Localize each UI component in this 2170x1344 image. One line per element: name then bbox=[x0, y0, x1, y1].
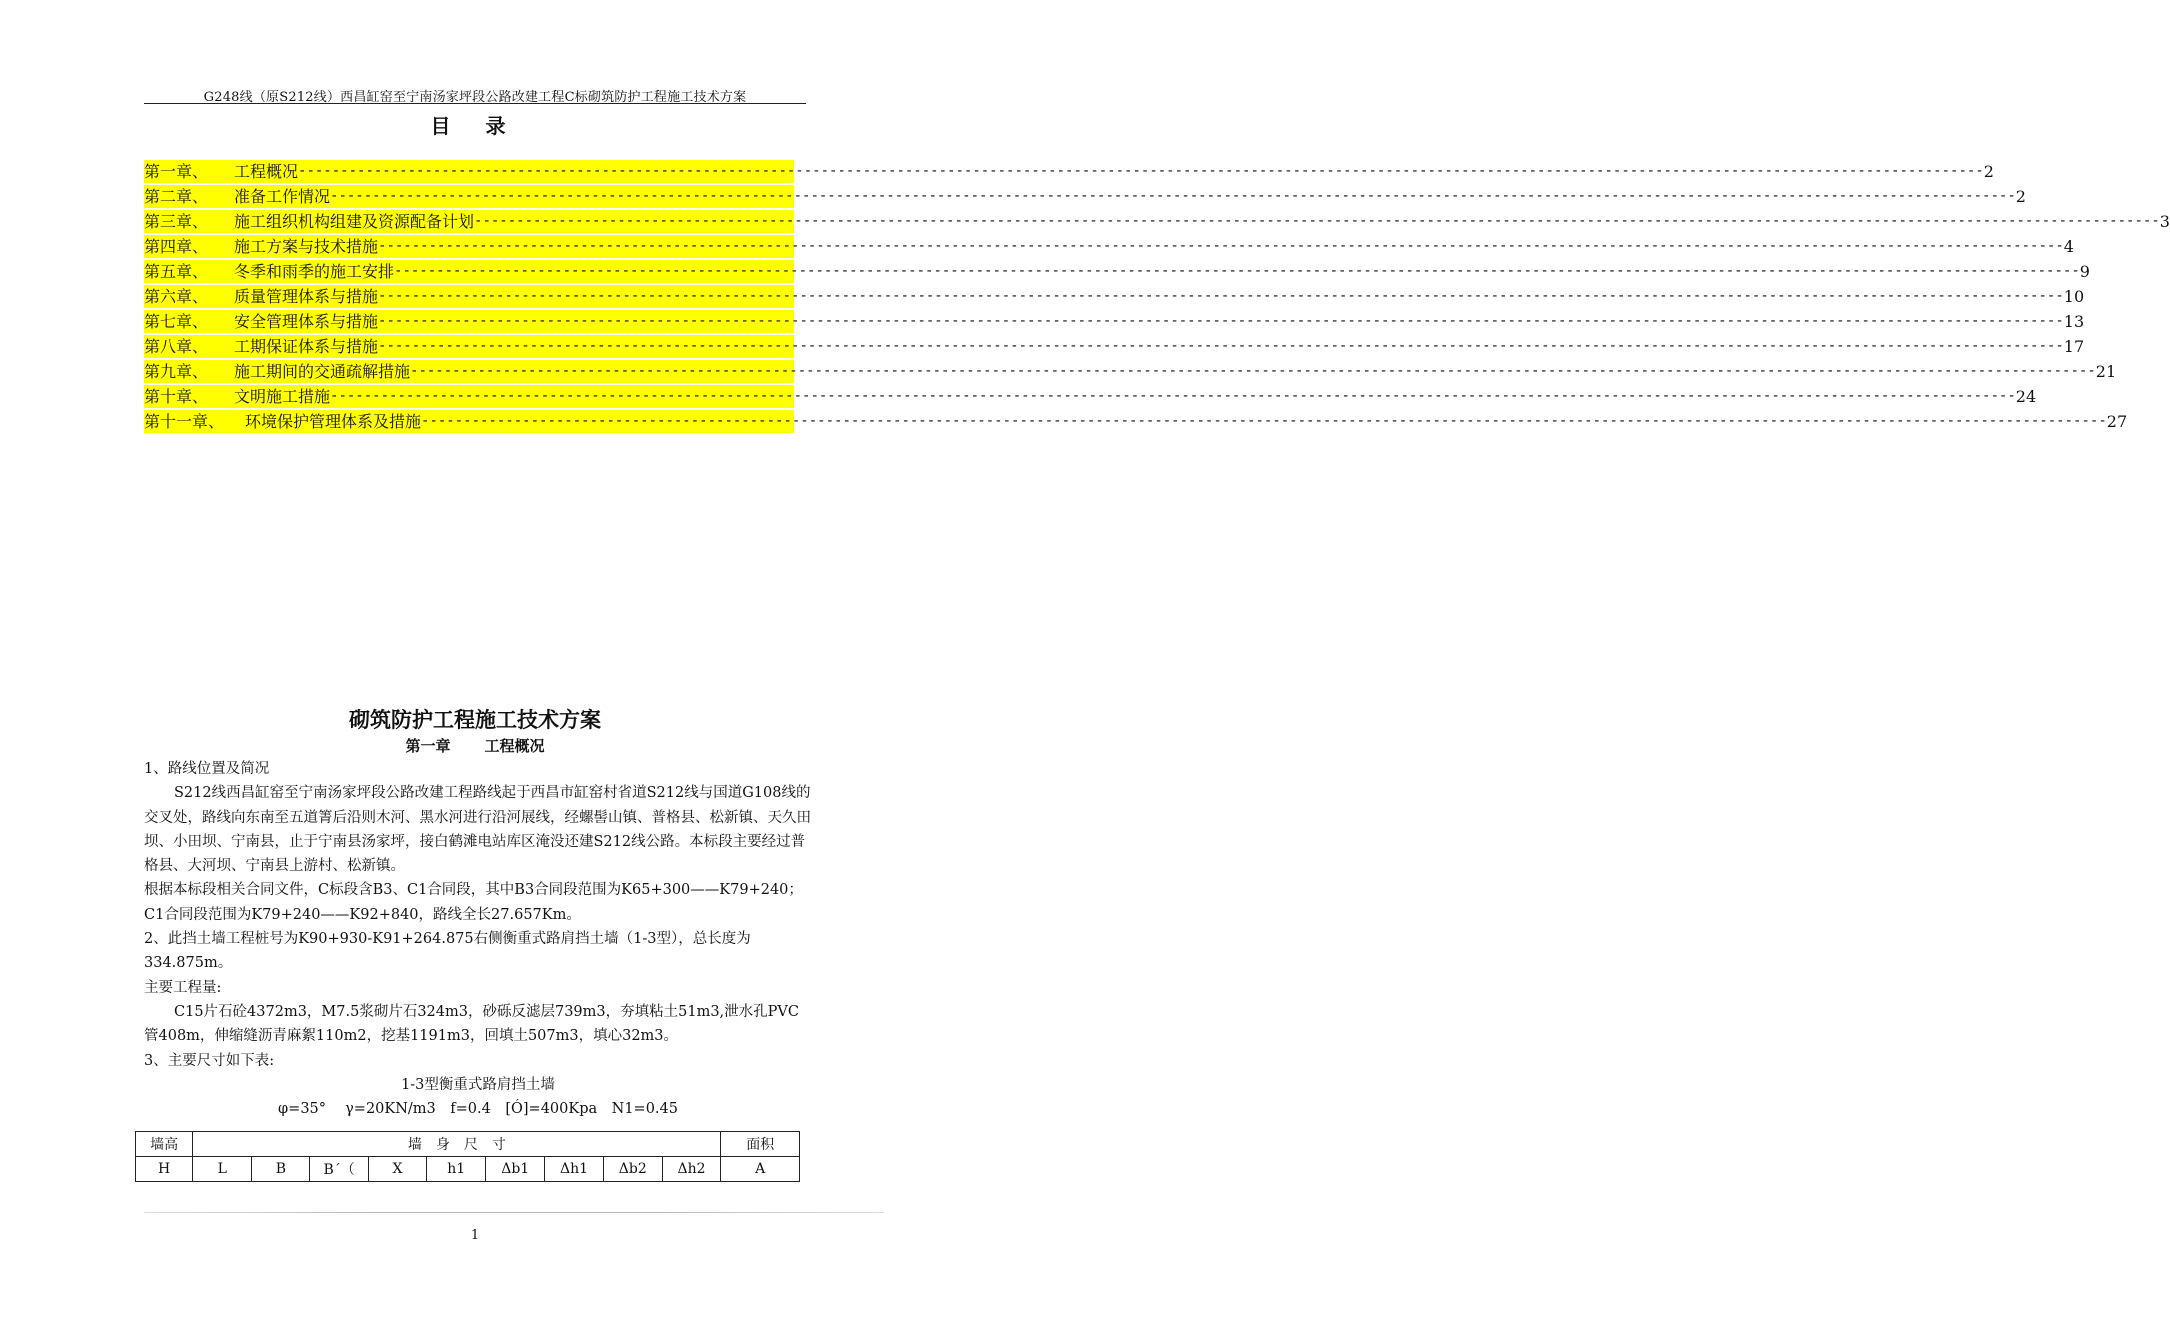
toc-page-number: 13 bbox=[2063, 312, 2085, 331]
table-cell: Δh1 bbox=[545, 1157, 604, 1182]
toc-leader: -------------------------------------------------------------------------------------------------------------------------------------------------------------------------------------------------------- bbox=[394, 263, 2080, 279]
table-cell: B bbox=[252, 1157, 310, 1182]
toc-leader: -------------------------------------------------------------------------------------------------------------------------------------------------------------------------------------------------------- bbox=[378, 288, 2064, 304]
toc-entry-title: 准备工作情况 bbox=[234, 187, 331, 206]
table-of-contents bbox=[144, 160, 2170, 435]
dimension-table bbox=[135, 1131, 800, 1182]
chapter-label: 第一章 bbox=[405, 737, 451, 755]
toc-entry[interactable] bbox=[144, 360, 2117, 383]
table-row bbox=[136, 1132, 800, 1157]
toc-chapter: 第七章、 bbox=[144, 312, 209, 331]
page-header: G248线（原S212线）西昌缸窑至宁南汤家坪段公路改建工程C标砌筑防护工程施工技术方案 bbox=[203, 90, 747, 105]
toc-entry[interactable] bbox=[144, 160, 1994, 183]
table-cell: X bbox=[368, 1157, 426, 1182]
toc-leader: -------------------------------------------------------------------------------------------------------------------------------------------------------------------------------------------------------- bbox=[378, 238, 2064, 254]
toc-chapter: 第九章、 bbox=[144, 362, 209, 381]
section2-text: 2、此挡土墙工程桩号为K90+930-K91+264.875右侧衡重式路肩挡土墙（1-3型），总长度为334.875m。 bbox=[144, 931, 751, 972]
toc-entry-title: 工期保证体系与措施 bbox=[234, 337, 379, 356]
toc-entry-title: 冬季和雨季的施工安排 bbox=[234, 262, 395, 281]
toc-chapter: 第三章、 bbox=[144, 212, 209, 231]
toc-leader: -------------------------------------------------------------------------------------------------------------------------------------------------------------------------------------------------------- bbox=[330, 188, 2016, 204]
header-cell-wall-dims: 墙 身 尺 寸 bbox=[193, 1132, 721, 1157]
toc-leader: -------------------------------------------------------------------------------------------------------------------------------------------------------------------------------------------------------- bbox=[378, 338, 2064, 354]
toc-entry[interactable] bbox=[144, 335, 2085, 358]
table-cell: A bbox=[721, 1157, 800, 1182]
toc-page-number: 4 bbox=[2063, 237, 2074, 256]
body-text bbox=[144, 757, 812, 1121]
toc-chapter: 第六章、 bbox=[144, 287, 209, 306]
table-row bbox=[136, 1157, 800, 1182]
toc-leader: -------------------------------------------------------------------------------------------------------------------------------------------------------------------------------------------------------- bbox=[330, 388, 2016, 404]
toc-leader: -------------------------------------------------------------------------------------------------------------------------------------------------------------------------------------------------------- bbox=[410, 363, 2096, 379]
quantities-heading: 主要工程量: bbox=[144, 979, 222, 996]
toc-entry-title: 质量管理体系与措施 bbox=[234, 287, 379, 306]
toc-chapter: 第四章、 bbox=[144, 237, 209, 256]
toc-entry[interactable] bbox=[144, 410, 2128, 433]
toc-page-number: 10 bbox=[2063, 287, 2085, 306]
chapter-title: 工程概况 bbox=[484, 737, 545, 755]
page-number: 1 bbox=[470, 1228, 480, 1243]
toc-entry[interactable] bbox=[144, 260, 2090, 283]
contract-scope: 根据本标段相关合同文件，C标段含B3、C1合同段，其中B3合同段范围为K65+300——K79+240；C1合同段范围为K79+240——K92+840，路线全长27.657Km。 bbox=[144, 882, 803, 923]
table-cell: L bbox=[193, 1157, 252, 1182]
footer-rule bbox=[144, 1212, 884, 1213]
toc-entry[interactable] bbox=[144, 285, 2085, 308]
section3-heading: 3、主要尺寸如下表: bbox=[144, 1052, 275, 1069]
toc-chapter: 第一章、 bbox=[144, 162, 209, 181]
header-rule bbox=[144, 103, 806, 104]
toc-entry-title: 施工组织机构组建及资源配备计划 bbox=[234, 212, 475, 231]
toc-entry-title: 文明施工措施 bbox=[234, 387, 331, 406]
toc-leader: -------------------------------------------------------------------------------------------------------------------------------------------------------------------------------------------------------- bbox=[474, 213, 2160, 229]
table-cell: H bbox=[136, 1157, 193, 1182]
quantities-text: C15片石砼4372m3，M7.5浆砌片石324m3，砂砾反滤层739m3，夯填粘土51m3,泄水孔PVC管408m，伸缩缝沥青麻絮110m2，挖基1191m3，回填土507m3，填心32m3。 bbox=[144, 1003, 799, 1045]
section1-heading: 1、路线位置及简况 bbox=[144, 761, 270, 777]
table-caption: 1-3型衡重式路肩挡土墙 bbox=[401, 1076, 555, 1093]
toc-leader: -------------------------------------------------------------------------------------------------------------------------------------------------------------------------------------------------------- bbox=[421, 413, 2107, 429]
toc-leader: -------------------------------------------------------------------------------------------------------------------------------------------------------------------------------------------------------- bbox=[298, 163, 1984, 179]
table-cell: Δb1 bbox=[486, 1157, 545, 1182]
toc-leader: -------------------------------------------------------------------------------------------------------------------------------------------------------------------------------------------------------- bbox=[378, 313, 2064, 329]
toc-page-number: 24 bbox=[2015, 387, 2037, 406]
toc-entry-title: 环境保护管理体系及措施 bbox=[245, 412, 422, 431]
toc-chapter: 第十一章、 bbox=[144, 412, 225, 431]
toc-page-number: 2 bbox=[1983, 162, 1994, 181]
toc-entry[interactable] bbox=[144, 210, 2170, 233]
toc-title: 目 录 bbox=[430, 114, 520, 138]
toc-chapter: 第十章、 bbox=[144, 387, 209, 406]
toc-chapter: 第五章、 bbox=[144, 262, 209, 281]
toc-page-number: 3 bbox=[2159, 212, 2170, 231]
toc-entry[interactable] bbox=[144, 385, 2037, 408]
header-cell-wall-height: 墙高 bbox=[136, 1132, 193, 1157]
toc-entry[interactable] bbox=[144, 235, 2074, 258]
toc-page-number: 9 bbox=[2079, 262, 2090, 281]
toc-entry-title: 工程概况 bbox=[234, 162, 299, 181]
header-cell-area: 面积 bbox=[721, 1132, 800, 1157]
toc-chapter: 第二章、 bbox=[144, 187, 209, 206]
table-cell: Δb2 bbox=[603, 1157, 662, 1182]
document-title: 砌筑防护工程施工技术方案 bbox=[349, 707, 601, 732]
table-params: φ=35° γ=20KN/m3 f=0.4 [Ó]=400Kpa N1=0.45 bbox=[278, 1101, 678, 1118]
toc-page-number: 21 bbox=[2095, 362, 2117, 381]
toc-entry[interactable] bbox=[144, 185, 2026, 208]
table-cell: Δh2 bbox=[662, 1157, 721, 1182]
toc-entry-title: 施工方案与技术措施 bbox=[234, 237, 379, 256]
toc-entry-title: 施工期间的交通疏解措施 bbox=[234, 362, 411, 381]
toc-page-number: 17 bbox=[2063, 337, 2085, 356]
table-cell: B´（ bbox=[310, 1157, 369, 1182]
toc-chapter: 第八章、 bbox=[144, 337, 209, 356]
toc-entry-title: 安全管理体系与措施 bbox=[234, 312, 379, 331]
route-description: S212线西昌缸窑至宁南汤家坪段公路改建工程路线起于西昌市缸窑村省道S212线与国道G108线的交叉处，路线向东南至五道箐后沿则木河、黑水河进行沿河展线，经螺髻山镇、普格县、松新镇、天久田坝、小田坝、宁南县，止于宁南县汤家坪，接白鹤滩电站库区淹没还建S212线公路。本标段主要经过普格县、大河坝、宁南县上游村、松新镇。 bbox=[144, 785, 811, 875]
toc-page-number: 27 bbox=[2106, 412, 2128, 431]
toc-page-number: 2 bbox=[2015, 187, 2026, 206]
toc-entry[interactable] bbox=[144, 310, 2085, 333]
chapter-heading bbox=[0, 735, 950, 756]
table-cell: h1 bbox=[426, 1157, 485, 1182]
